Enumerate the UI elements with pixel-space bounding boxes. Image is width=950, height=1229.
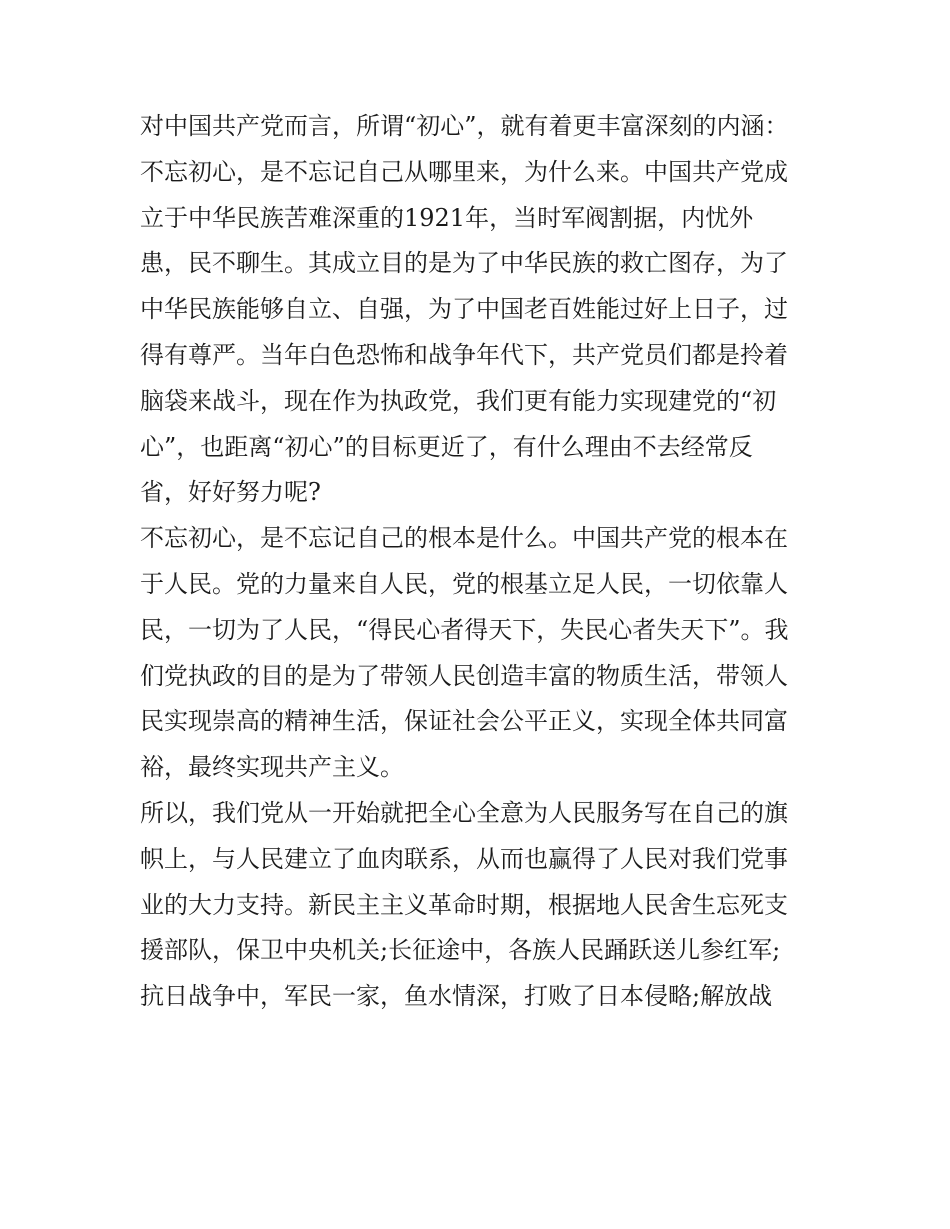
text-line: 民实现崇高的精神生活，保证社会公平正义，实现全体共同富 (140, 707, 788, 736)
text-line: 脑袋来战斗，现在作为执政党，我们更有能力实现建党的“初 (140, 386, 777, 415)
text-line: 得有尊严。当年白色恐怖和战争年代下，共产党员们都是拎着 (140, 340, 788, 369)
text-line: 患，民不聊生。其成立目的是为了中华民族的救亡图存，为了 (140, 249, 788, 278)
text-line: 帜上，与人民建立了血肉联系，从而也赢得了人民对我们党事 (140, 844, 788, 873)
text-line: 民，一切为了人民，“得民心者得天下，失民心者失天下”。我 (140, 615, 789, 644)
text-line: 业的大力支持。新民主主义革命时期，根据地人民舍生忘死支 (140, 890, 788, 919)
text-line: 对中国共产党而言，所谓“初心”，就有着更丰富深刻的内涵： (140, 112, 789, 140)
text-line: 于人民。党的力量来自人民，党的根基立足人民，一切依靠人 (140, 569, 788, 598)
text-line: 裕，最终实现共产主义。 (140, 753, 404, 782)
text-line: 中华民族能够自立、自强，为了中国老百姓能过好上日子，过 (140, 295, 788, 324)
text-line: 们党执政的目的是为了带领人民创造丰富的物质生活，带领人 (140, 661, 788, 690)
text-line: 不忘初心，是不忘记自己从哪里来，为什么来。中国共产党成 (140, 157, 788, 186)
text-line: 援部队，保卫中央机关;长征途中，各族人民踊跃送儿参红军; (140, 936, 781, 965)
text-line: 心”，也距离“初心”的目标更近了，有什么理由不去经常反 (140, 432, 753, 461)
body-text (140, 104, 820, 1020)
text-line: 不忘初心，是不忘记自己的根本是什么。中国共产党的根本在 (140, 524, 788, 553)
text-line: 立于中华民族苦难深重的1921年，当时军阀割据，内忧外 (140, 203, 754, 232)
text-line: 抗日战争中，军民一家，鱼水情深，打败了日本侵略;解放战 (140, 982, 773, 1011)
text-line: 省，好好努力呢? (140, 478, 321, 507)
text-line: 所以，我们党从一开始就把全心全意为人民服务写在自己的旗 (140, 798, 788, 827)
